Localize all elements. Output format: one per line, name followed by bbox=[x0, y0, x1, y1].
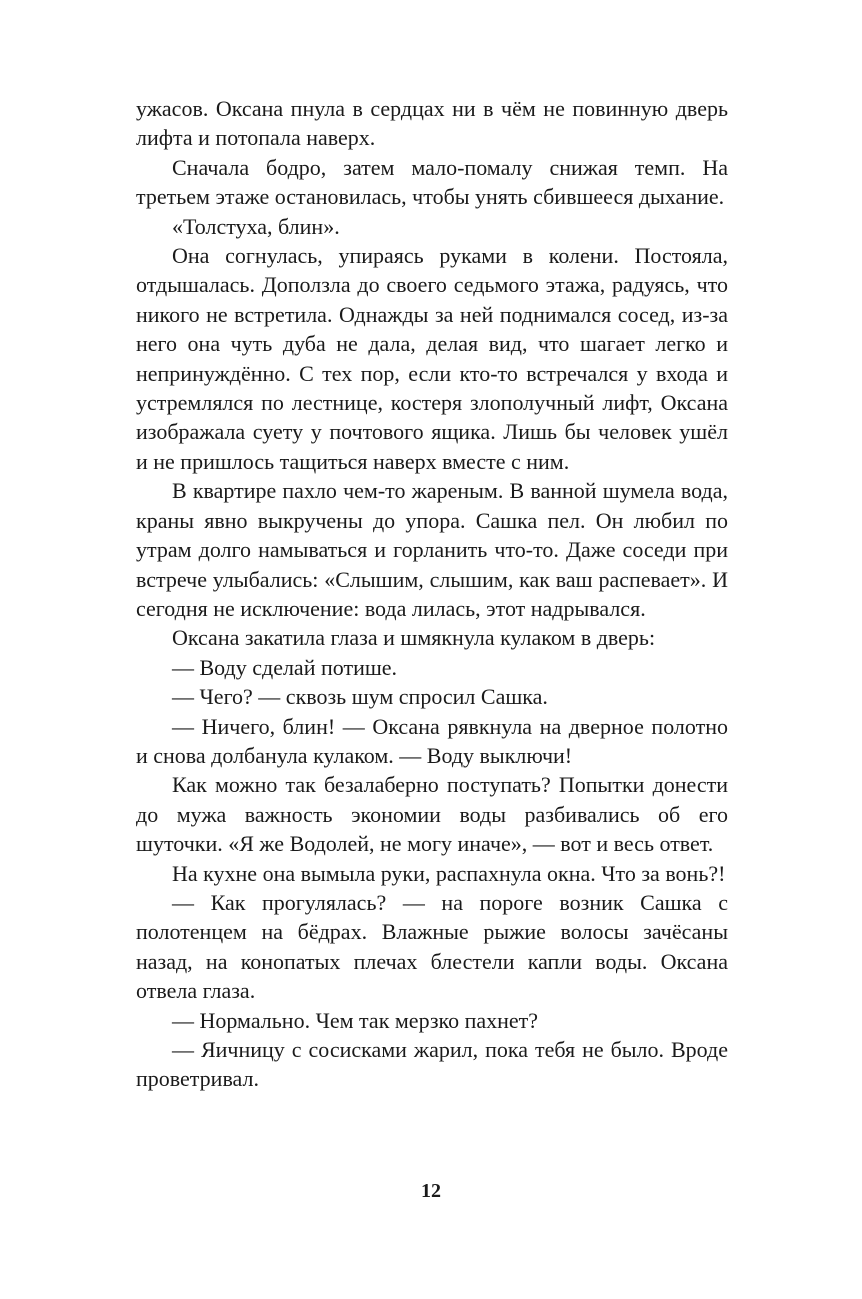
paragraph: «Толстуха, блин». bbox=[172, 213, 340, 239]
page-number: 12 bbox=[421, 1180, 441, 1202]
dialogue-line: — Яичницу с сосисками жарил, пока тебя не было. Вроде проветривал. bbox=[136, 1037, 728, 1092]
paragraph: Оксана закатила глаза и шмякнула кулаком в дверь: bbox=[172, 625, 656, 651]
dialogue-line: — Нормально. Чем так мерзко пахнет? bbox=[172, 1007, 539, 1033]
paragraph: Сначала бодро, затем мало-помалу снижая темп. На третьем этаже остановилась, чтобы унять сбившееся дыхание. bbox=[136, 154, 728, 210]
body-text bbox=[136, 94, 728, 1094]
paragraph: Она согнулась, упираясь руками в колени. Постояла, отдышалась. Доползла до своего седьмого этажа, радуясь, что никого не встретила. Однажды за ней поднимался сосед, из-за него она чуть дуба не дала, делая вид, что шагает легко и непринуждённо. С тех пор, если кто-то встречался у входа и устремлялся по лестнице, костеря злополучный лифт, Оксана изображала суету у почтового ящика. Лишь бы человек ушёл и не пришлось тащиться наверх вместе с ним. bbox=[136, 243, 728, 474]
paragraph: На кухне она вымыла руки, распахнула окна. Что за вонь?! bbox=[172, 860, 726, 886]
paragraph: ужасов. Оксана пнула в сердцах ни в чём не повинную дверь лифта и потопала наверх. bbox=[136, 96, 728, 151]
paragraph: Как можно так безалаберно поступать? Попытки донести до мужа важность экономии воды разбивались об его шуточки. «Я же Водолей, не могу иначе», — вот и весь ответ. bbox=[136, 772, 728, 857]
dialogue-line: — Ничего, блин! — Оксана рявкнула на дверное полотно и снова долбанула кулаком. — Воду выключи! bbox=[136, 713, 728, 768]
dialogue-line: — Как прогулялась? — на пороге возник Сашка с полотенцем на бёдрах. Влажные рыжие волосы зачёсаны назад, на конопатых плечах блестели капли воды. Оксана отвела глаза. bbox=[136, 889, 728, 1004]
dialogue-line: — Чего? — сквозь шум спросил Сашка. bbox=[172, 684, 548, 710]
paragraph: В квартире пахло чем-то жареным. В ванной шумела вода, краны явно выкручены до упора. Сашка пел. Он любил по утрам долго намываться и горланить что-то. Даже соседи при встрече улыбались: «Слышим, слышим, как ваш распевает». И сегодня не исключение: вода лилась, этот надрывался. bbox=[136, 478, 728, 621]
dialogue-line: — Воду сделай потише. bbox=[172, 654, 398, 680]
